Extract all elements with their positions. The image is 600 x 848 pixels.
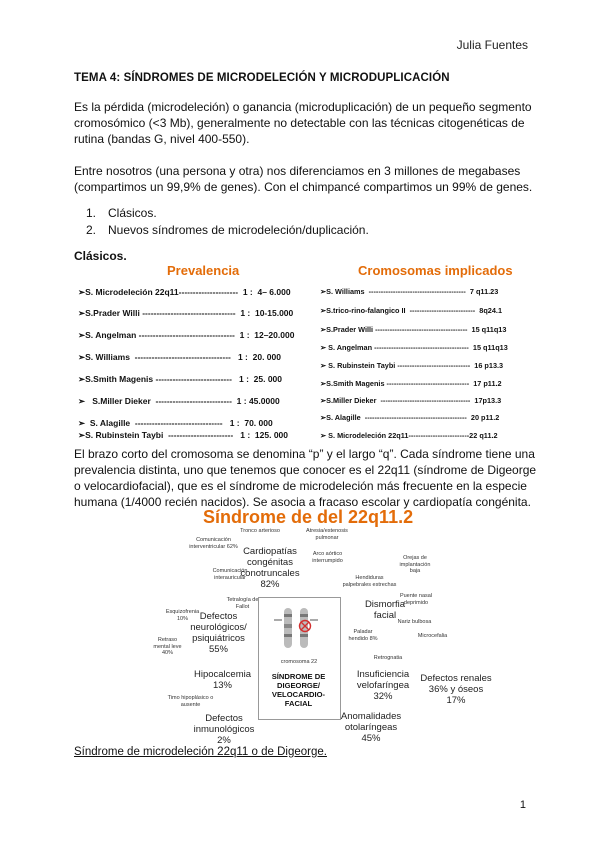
label-tronco: Tronco arterioso <box>240 528 280 534</box>
label-atresia: Atresia/estenosis pulmonar <box>306 528 348 541</box>
prevalencia-item: ➢S.Prader Willi --------------------------------- 1 : 10-15.000 <box>78 308 294 318</box>
paragraph-definition: Es la pérdida (microdeleción) o ganancia (microduplicación) de un pequeño segmento cromosómico (<3 Mb), generalmente no detectable con las técnicas citogenéticas de rutina (bandas G, nivel 400-550). <box>74 100 532 146</box>
label-timo: Timo hipoplásico o ausente <box>167 695 214 708</box>
label-comunicacion-interventricular: Comunicación interventricular 62% <box>189 537 238 550</box>
label-cardiopatias: Cardiopatías congénitas conotruncales 82% <box>240 546 300 590</box>
label-otolaringeas: Anomalidades otolaríngeas 45% <box>340 711 402 744</box>
label-esquizofrenia: Esquizofrenia 10% <box>165 609 200 622</box>
section-heading-clasicos: Clásicos. <box>74 249 127 263</box>
author-name: Julia Fuentes <box>456 38 528 52</box>
figure-title: Síndrome de del 22q11.2 <box>203 507 414 527</box>
label-dismorfia: Dismorfia facial <box>364 599 406 621</box>
label-puente-nasal: Puente nasal deprimido <box>399 593 433 606</box>
label-retraso: Retraso mental leve 40% <box>153 637 182 656</box>
cromosoma-item: ➢S.Miller Dieker ------------------------------------- 17p13.3 <box>320 396 502 405</box>
page-title: TEMA 4: SÍNDROMES DE MICRODELECIÓN Y MICRODUPLICACIÓN <box>74 72 450 84</box>
prevalencia-item: ➢ S.Miller Dieker --------------------------- 1 : 45.0000 <box>78 396 280 406</box>
center-label: SÍNDROME DE DIGEORGE/ VELOCARDIO- FACIAL <box>271 672 326 708</box>
label-retrognatia: Retrognatia <box>373 655 403 661</box>
label-renales: Defectos renales 36% y óseos 17% <box>420 673 492 706</box>
label-nariz: Nariz bulbosa <box>397 619 432 625</box>
label-orejas: Orejas de implantación baja <box>399 555 431 574</box>
cromosoma-item: ➢ S. Microdeleción 22q11-------------------------22 q11.2 <box>320 431 498 440</box>
label-tetralogia: Tetralogía de Fallot <box>226 597 259 610</box>
label-insuficiencia: Insuficiencia velofaríngea 32% <box>356 669 410 702</box>
prevalencia-item: ➢S. Microdeleción 22q11--------------------- 1 : 4– 6.000 <box>78 287 291 297</box>
paragraph-22q11: El brazo corto del cromosoma se denomina “p” y el largo “q”. Cada síndrome tiene una prevalencia distinta, uno que tenemos que conocer es el 22q11 (síndrome de Digeorge o velocardiofacial), que es el síndrome de microdeleción más frecuente en la especie humana (1/4000 recién nacidos). Se asocia a fracaso escolar y cardiopatía congénita. <box>74 447 537 509</box>
list-item: 1. Clásicos. <box>86 206 157 220</box>
cromosoma-item: ➢S.trico-rino-falangico II --------------------------- 8q24.1 <box>320 306 503 315</box>
list-item: 2. Nuevos síndromes de microdeleción/duplicación. <box>86 223 369 237</box>
label-paladar: Paladar hendido 8% <box>348 629 378 642</box>
chromosome-label: cromosoma 22 <box>280 659 318 665</box>
label-comunicacion-interauricular: Comunicación interauricular <box>212 568 248 581</box>
label-arco-aortico: Arco aórtico interrumpido <box>312 551 343 564</box>
prevalencia-heading: Prevalencia <box>167 263 240 278</box>
prevalencia-item: ➢S.Smith Magenis --------------------------- 1 : 25. 000 <box>78 374 283 384</box>
cromosoma-item: ➢S. Alagille ------------------------------------------ 20 p11.2 <box>320 413 500 422</box>
label-microcefalia: Microcefalia <box>417 633 448 639</box>
label-defectos-neuro: Defectos neurológicos/ psiquiátricos 55% <box>190 611 247 655</box>
figure-caption: Síndrome de microdeleción 22q11 o de Digeorge. <box>74 746 327 758</box>
label-inmunologicos: Defectos inmunológicos 2% <box>193 713 255 746</box>
prevalencia-item: ➢S. Williams ---------------------------------- 1 : 20. 000 <box>78 352 281 362</box>
prevalencia-item: ➢ S. Alagille ------------------------------- 1 : 70. 000 <box>78 418 273 428</box>
cromosoma-item: ➢ S. Angelman --------------------------------------- 15 q11q13 <box>320 343 508 352</box>
prevalencia-item: ➢S. Angelman ---------------------------------- 1 : 12–20.000 <box>78 330 295 340</box>
cromosoma-item: ➢S. Williams ---------------------------------------- 7 q11.23 <box>320 287 499 296</box>
cromosoma-item: ➢S.Smith Magenis ---------------------------------- 17 p11.2 <box>320 379 502 388</box>
cromosoma-item: ➢S.Prader Willi -------------------------------------- 15 q11q13 <box>320 325 507 334</box>
cromosomas-heading: Cromosomas implicados <box>358 263 513 278</box>
page-number: 1 <box>519 799 526 811</box>
numbered-list <box>86 205 369 239</box>
chromosome-22-icon <box>268 600 330 658</box>
paragraph-genes: Entre nosotros (una persona y otra) nos diferenciamos en 3 millones de megabases (compartimos un 99,9% de genes). Con el chimpancé compartimos un 99% de genes. <box>74 164 533 194</box>
prevalencia-item: ➢S. Rubinstein Taybi ----------------------- 1 : 125. 000 <box>78 430 289 440</box>
cromosoma-item: ➢ S. Rubinstein Taybi ------------------------------ 16 p13.3 <box>320 361 504 370</box>
label-hendiduras: Hendiduras palpebrales estrechas <box>342 575 397 588</box>
label-hipocalcemia: Hipocalcemia 13% <box>193 669 252 691</box>
